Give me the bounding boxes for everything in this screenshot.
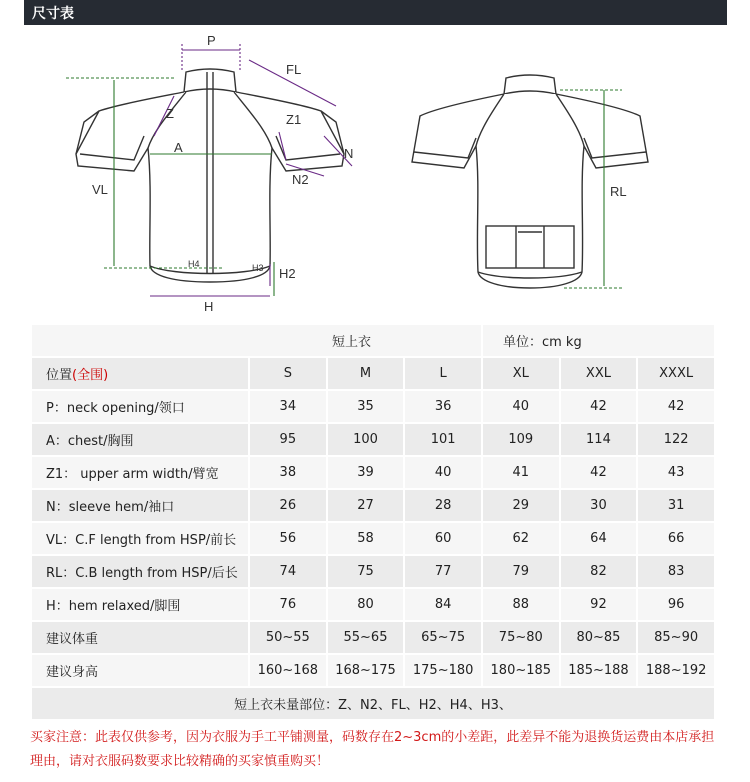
row-value: 160~168 (250, 655, 326, 686)
table-row (32, 622, 714, 653)
row-value: 65~75 (405, 622, 481, 653)
table-title: 短上衣 (32, 325, 481, 356)
label-vl: VL (92, 182, 108, 197)
row-label: Z1： upper arm width/臂宽 (32, 457, 248, 488)
row-label: RL：C.B length from HSP/后长 (32, 556, 248, 587)
row-value: 185~188 (561, 655, 637, 686)
table-row (32, 556, 714, 587)
table-row (32, 424, 714, 455)
row-label: 建议身高 (32, 655, 248, 686)
row-value: 60 (405, 523, 481, 554)
row-value: 122 (638, 424, 714, 455)
row-value: 92 (561, 589, 637, 620)
row-value: 168~175 (328, 655, 404, 686)
row-value: 80 (328, 589, 404, 620)
label-rl: RL (610, 184, 627, 199)
row-label: VL：C.F length from HSP/前长 (32, 523, 248, 554)
label-z1: Z1 (286, 112, 302, 127)
row-value: 43 (638, 457, 714, 488)
size-header-l: L (405, 358, 481, 389)
row-value: 180~185 (483, 655, 559, 686)
row-value: 42 (638, 391, 714, 422)
row-value: 75 (328, 556, 404, 587)
jersey-diagram (24, 26, 727, 320)
size-header-xxl: XXL (561, 358, 637, 389)
buyer-note: 买家注意：此表仅供参考，因为衣服为手工平铺测量，码数存在2~3cm的小差距，此差异不能为退换货运费由本店承担理由，请对衣服码数要求比较精确的买家慎重购买！ (30, 730, 715, 769)
row-value: 175~180 (405, 655, 481, 686)
row-value: 66 (638, 523, 714, 554)
row-value: 38 (250, 457, 326, 488)
row-value: 109 (483, 424, 559, 455)
row-value: 100 (328, 424, 404, 455)
row-value: 79 (483, 556, 559, 587)
row-value: 64 (561, 523, 637, 554)
label-h2: H2 (279, 266, 296, 281)
position-label-note: (全围) (72, 368, 109, 383)
row-label: A：chest/胸围 (32, 424, 248, 455)
row-value: 27 (328, 490, 404, 521)
table-footer: 短上衣未量部位：Z、N2、FL、H2、H4、H3、 (32, 688, 714, 719)
row-label: H：hem relaxed/脚围 (32, 589, 248, 620)
row-value: 95 (250, 424, 326, 455)
table-row (32, 589, 714, 620)
row-value: 96 (638, 589, 714, 620)
size-header-m: M (328, 358, 404, 389)
table-row (32, 457, 714, 488)
size-header-xxxl: XXXL (638, 358, 714, 389)
row-value: 26 (250, 490, 326, 521)
label-h4: H4 (188, 259, 200, 269)
row-value: 88 (483, 589, 559, 620)
section-header (24, 0, 727, 25)
label-a: A (174, 140, 183, 155)
table-row (32, 655, 714, 686)
row-value: 35 (328, 391, 404, 422)
row-value: 62 (483, 523, 559, 554)
row-value: 29 (483, 490, 559, 521)
row-value: 34 (250, 391, 326, 422)
row-value: 30 (561, 490, 637, 521)
label-n2: N2 (292, 172, 309, 187)
table-footer-row (32, 688, 714, 719)
row-value: 58 (328, 523, 404, 554)
table-row (32, 490, 714, 521)
label-h: H (204, 299, 214, 314)
table-row (32, 391, 714, 422)
row-value: 39 (328, 457, 404, 488)
row-value: 85~90 (638, 622, 714, 653)
row-value: 80~85 (561, 622, 637, 653)
row-value: 40 (405, 457, 481, 488)
row-value: 101 (405, 424, 481, 455)
row-value: 82 (561, 556, 637, 587)
position-header (32, 358, 248, 389)
row-value: 55~65 (328, 622, 404, 653)
size-header-xl: XL (483, 358, 559, 389)
row-label: N：sleeve hem/袖口 (32, 490, 248, 521)
row-label: 建议体重 (32, 622, 248, 653)
row-value: 28 (405, 490, 481, 521)
row-value: 83 (638, 556, 714, 587)
row-label: P：neck opening/领口 (32, 391, 248, 422)
label-h3: H3 (252, 263, 264, 273)
table-unit: 单位：cm kg (483, 325, 714, 356)
table-row (32, 523, 714, 554)
row-value: 76 (250, 589, 326, 620)
row-value: 42 (561, 457, 637, 488)
size-table (30, 323, 716, 721)
position-label: 位置 (46, 368, 73, 383)
row-value: 41 (483, 457, 559, 488)
row-value: 114 (561, 424, 637, 455)
row-value: 36 (405, 391, 481, 422)
table-header-row (32, 358, 714, 389)
row-value: 40 (483, 391, 559, 422)
row-value: 84 (405, 589, 481, 620)
row-value: 31 (638, 490, 714, 521)
label-n: N (344, 146, 354, 161)
back-jersey (412, 75, 648, 288)
section-title: 尺寸表 (32, 6, 74, 22)
row-value: 42 (561, 391, 637, 422)
row-value: 188~192 (638, 655, 714, 686)
table-title-row (32, 325, 714, 356)
size-header-s: S (250, 358, 326, 389)
row-value: 50~55 (250, 622, 326, 653)
row-value: 56 (250, 523, 326, 554)
label-p: P (207, 33, 216, 48)
label-z: Z (166, 106, 174, 121)
row-value: 75~80 (483, 622, 559, 653)
label-fl: FL (286, 62, 302, 77)
row-value: 74 (250, 556, 326, 587)
row-value: 77 (405, 556, 481, 587)
